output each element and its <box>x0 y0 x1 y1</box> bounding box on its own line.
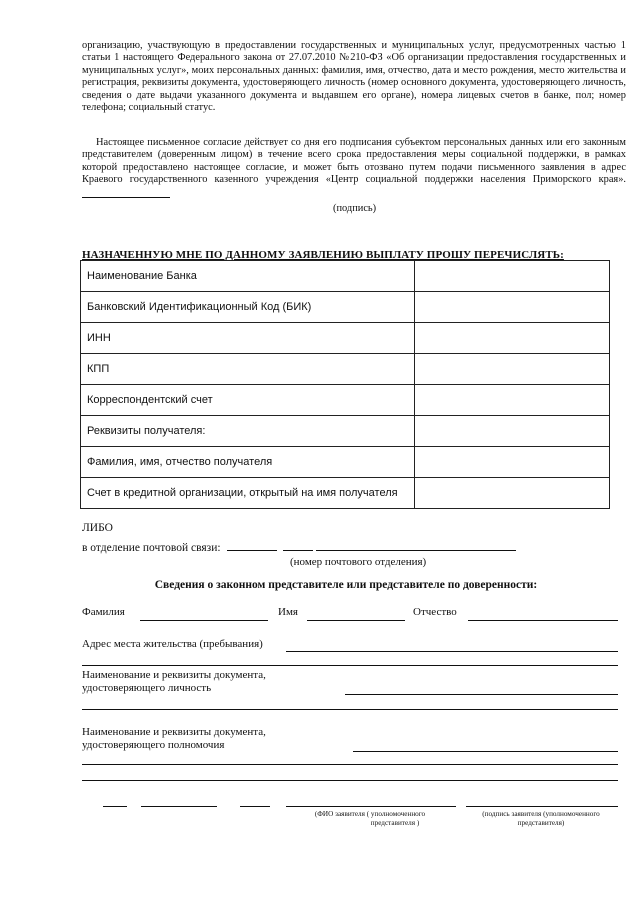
authority-doc-label-line-2: удостоверяющего полномочия <box>82 739 225 751</box>
postal-office-number-field[interactable] <box>316 539 516 551</box>
bank-details-table <box>80 260 610 509</box>
address-field-continuation[interactable] <box>82 665 618 666</box>
authority-doc-field-continuation[interactable] <box>82 764 618 765</box>
account-field[interactable] <box>415 478 610 509</box>
patronymic-field[interactable] <box>468 620 618 621</box>
representative-title: Сведения о законном представителе или представителе по доверенности: <box>154 579 538 591</box>
payment-heading: НАЗНАЧЕННУЮ МНЕ ПО ДАННОМУ ЗАЯВЛЕНИЮ ВЫПЛАТУ ПРОШУ ПЕРЕЧИСЛЯТЬ: <box>82 249 564 261</box>
or-label: ЛИБО <box>82 522 113 534</box>
account-label: Счет в кредитной организации, открытый на имя получателя <box>81 478 415 509</box>
fio-signature-field[interactable] <box>286 806 456 807</box>
bik-field[interactable] <box>415 292 610 323</box>
table-row <box>81 447 610 478</box>
date-year-field[interactable] <box>240 806 270 807</box>
name-field[interactable] <box>307 620 405 621</box>
authority-doc-field[interactable] <box>353 751 618 752</box>
fio-caption-line-2: представителя ) <box>370 819 420 827</box>
id-doc-label-line-1: Наименование и реквизиты документа, <box>82 669 266 681</box>
id-doc-field[interactable] <box>345 694 618 695</box>
signature-caption-bottom <box>466 810 616 828</box>
surname-label: Фамилия <box>82 606 125 618</box>
sign-caption-line-2: представителя) <box>517 819 565 827</box>
consent-paragraph-2-text: Настоящее письменное согласие действует со дня его подписания субъектом персональных данных или его законным представителем (доверенным лицом) в течение всего срока предоставления меры социальной поддержки, в рамках которой предоставлено настоящее согласие, и может быть отозвано путем подачи письменного заявления в адрес Краевого государственного казенного учреждения «Центр социальной поддержки населения Приморского края». <box>82 137 626 186</box>
applicant-signature-field[interactable] <box>466 806 618 807</box>
table-row <box>81 385 610 416</box>
inn-field[interactable] <box>415 323 610 354</box>
id-doc-label-line-2: удостоверяющего личность <box>82 682 212 694</box>
corr-account-field[interactable] <box>415 385 610 416</box>
kpp-field[interactable] <box>415 354 610 385</box>
bank-name-field[interactable] <box>415 261 610 292</box>
signature-caption: (подпись) <box>333 203 377 214</box>
table-row <box>81 416 610 447</box>
postal-office-caption: (номер почтового отделения) <box>290 556 427 568</box>
consent-paragraph-1: организацию, участвующую в предоставлении государственных и муниципальных услуг, предусмотренных частью 1 статьи 1 настоящего Федерального закона от 27.07.2010 №210-ФЗ «Об организации предоставления государственных и муниципальных услуг», моих персональных данных: фамилия, имя, отчество, дата и место рождения, место жительства и регистрация, реквизиты документа, удостоверяющего личность (номер основного документа, удостоверяющего личность, сведения о дате выдачи указанного документа и выдавшем его органе), номера лицевых счетов в банке, пол; номер телефона; социальный статус. <box>82 40 626 114</box>
fio-caption-line-1: (ФИО заявителя ( уполномоченного <box>314 810 426 818</box>
bik-label: Банковский Идентификационный Код (БИК) <box>81 292 415 323</box>
corr-account-label: Корреспондентский счет <box>81 385 415 416</box>
address-label: Адрес места жительства (пребывания) <box>82 638 263 650</box>
table-row <box>81 261 610 292</box>
bank-name-label: Наименование Банка <box>81 261 415 292</box>
recipient-fio-field[interactable] <box>415 447 610 478</box>
date-month-field[interactable] <box>141 806 217 807</box>
surname-field[interactable] <box>140 620 268 621</box>
name-label: Имя <box>278 606 298 618</box>
authority-doc-label-line-1: Наименование и реквизиты документа, <box>82 726 266 738</box>
table-row <box>81 292 610 323</box>
inn-label: ИНН <box>81 323 415 354</box>
id-doc-field-continuation[interactable] <box>82 709 618 710</box>
consent-paragraph-2 <box>82 137 626 202</box>
postal-office-field-part[interactable] <box>227 539 277 551</box>
recipient-details-label: Реквизиты получателя: <box>81 416 415 447</box>
table-row <box>81 354 610 385</box>
address-field[interactable] <box>286 651 618 652</box>
postal-office-row <box>82 539 516 554</box>
recipient-fio-label: Фамилия, имя, отчество получателя <box>81 447 415 478</box>
authority-doc-field-continuation[interactable] <box>82 780 618 781</box>
kpp-label: КПП <box>81 354 415 385</box>
table-row <box>81 478 610 509</box>
date-day-field[interactable] <box>103 806 127 807</box>
fio-caption <box>300 810 440 828</box>
table-row <box>81 323 610 354</box>
consent-signature-field[interactable] <box>82 187 170 198</box>
patronymic-label: Отчество <box>413 606 457 618</box>
recipient-details-field[interactable] <box>415 416 610 447</box>
sign-caption-line-1: (подпись заявителя (уполномоченного <box>482 810 600 818</box>
postal-office-label: в отделение почтовой связи: <box>82 542 221 554</box>
postal-office-field-part[interactable] <box>283 539 313 551</box>
